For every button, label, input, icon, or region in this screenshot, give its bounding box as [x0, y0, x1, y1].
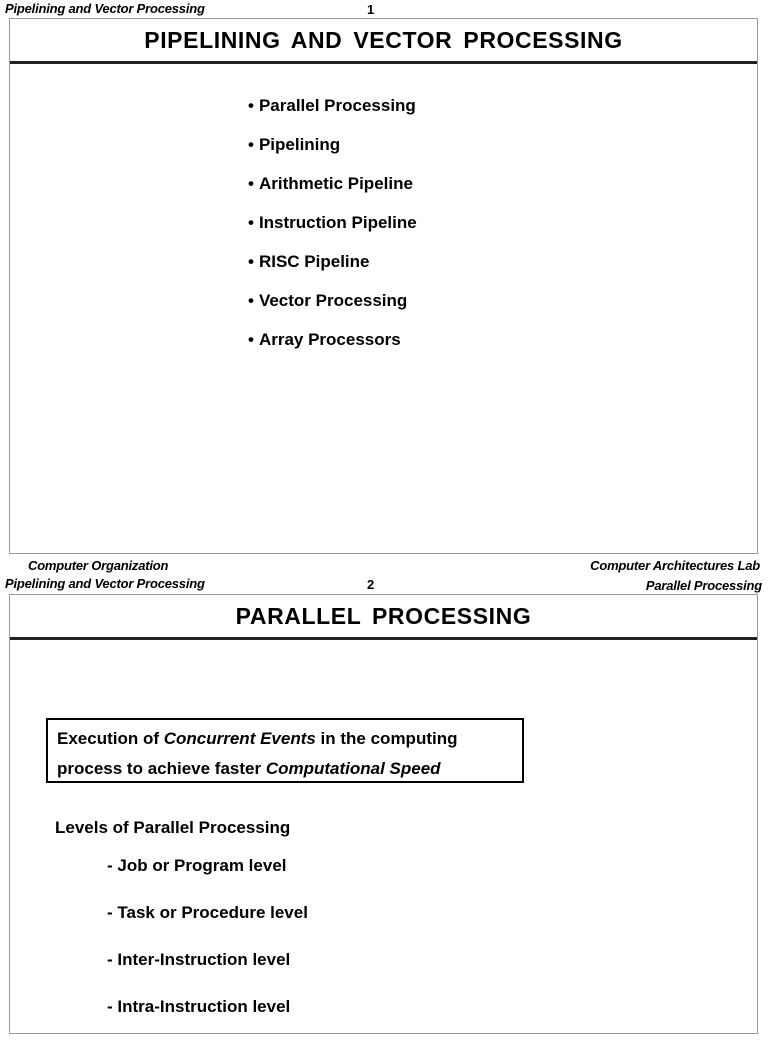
list-item: - Job or Program level	[107, 856, 287, 875]
list-item-label: Arithmetic Pipeline	[258, 174, 413, 193]
bullet-dot: •	[248, 96, 254, 115]
bullet-dot: •	[248, 174, 254, 193]
list-item-label: Parallel Processing	[258, 96, 416, 115]
list-item-label: Instruction Pipeline	[258, 213, 417, 232]
definition-box	[46, 718, 524, 783]
list-item: - Task or Procedure level	[107, 903, 308, 922]
list-item-label: Array Processors	[258, 330, 401, 349]
list-item-label: RISC Pipeline	[258, 252, 370, 271]
list-item-label: Vector Processing	[258, 291, 408, 310]
levels-list	[107, 855, 308, 1043]
list-item	[248, 173, 417, 212]
definition-text: in the computing process to achieve faster	[57, 729, 458, 778]
list-item	[248, 212, 417, 251]
list-item	[248, 251, 417, 290]
page2-header-title: Pipelining and Vector Processing	[5, 576, 205, 591]
list-item: - Intra-Instruction level	[107, 997, 291, 1016]
list-item	[248, 290, 417, 329]
page1-header-title: Pipelining and Vector Processing	[5, 1, 205, 16]
definition-text: Execution of	[57, 729, 164, 748]
footer-course-name: Computer Organization	[28, 558, 169, 573]
footer-lab-name: Computer Architectures Lab	[590, 558, 760, 573]
slide-2-title: PARALLEL PROCESSING	[10, 595, 757, 640]
levels-heading: Levels of Parallel Processing	[55, 818, 291, 837]
list-item-label: Pipelining	[258, 135, 341, 154]
bullet-dot: •	[248, 330, 254, 349]
list-item	[248, 329, 417, 368]
page2-page-number: 2	[367, 577, 375, 592]
bullet-dot: •	[248, 291, 254, 310]
definition-emphasis: Computational Speed	[265, 759, 441, 778]
slide-1-title: PIPELINING AND VECTOR PROCESSING	[10, 19, 757, 64]
bullet-dot: •	[248, 213, 254, 232]
page1-page-number: 1	[367, 2, 375, 17]
bullet-dot: •	[248, 135, 254, 154]
list-item	[248, 134, 417, 173]
list-item	[248, 95, 417, 134]
definition-emphasis: Concurrent Events	[163, 729, 316, 748]
page2-section-name: Parallel Processing	[645, 578, 762, 593]
list-item: - Inter-Instruction level	[107, 950, 291, 969]
topic-list	[248, 95, 417, 368]
slide-1	[9, 18, 758, 554]
bullet-dot: •	[248, 252, 254, 271]
